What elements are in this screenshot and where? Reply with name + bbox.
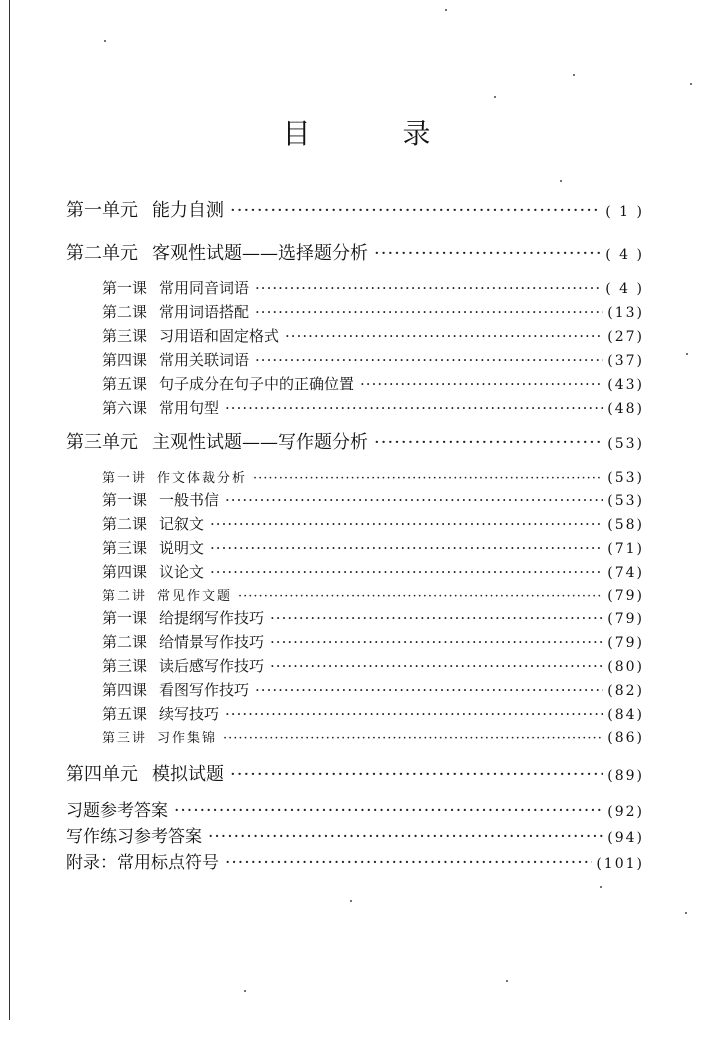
toc-entry-number: 第二课 [102, 633, 148, 651]
toc-entry[interactable] [102, 655, 644, 676]
toc-entry-number: 第一课 [102, 279, 148, 297]
dot-leader [270, 633, 603, 651]
toc-entry[interactable] [66, 796, 644, 821]
dot-leader [255, 279, 601, 297]
toc-entry-number: 第一课 [102, 491, 148, 509]
toc-entry-page: (82) [607, 683, 644, 699]
toc-entry-title: 看图写作技巧 [159, 681, 250, 699]
toc-entry-number: 第四课 [102, 681, 148, 699]
toc-entry-number: 第一课 [102, 609, 148, 627]
toc-entry-title: 习用语和固定格式 [159, 327, 280, 345]
toc-entry[interactable] [66, 822, 644, 847]
dot-leader [225, 705, 603, 723]
toc-entry-number: 第二讲 [102, 589, 148, 604]
toc-entry[interactable] [66, 239, 644, 265]
toc-entry-title: 写作练习参考答案 [66, 827, 202, 847]
toc-entry-page: (48) [607, 401, 644, 417]
toc-entry-number: 第四单元 [66, 764, 138, 785]
dot-leader [255, 303, 603, 321]
toc-entry-page: (43) [607, 377, 644, 393]
toc-entry[interactable] [102, 607, 644, 628]
toc-entry[interactable] [102, 489, 644, 510]
scan-speck [104, 40, 106, 42]
dot-leader [255, 351, 603, 369]
toc-entry-title: 续写技巧 [159, 705, 220, 723]
toc-entry-title: 习作集锦 [157, 731, 218, 746]
dot-leader [253, 471, 603, 486]
toc-entry-page: (94) [607, 830, 644, 846]
toc-entry[interactable] [102, 301, 644, 322]
toc-entry-page: ( 4 ) [605, 281, 644, 297]
toc-entry-title: 议论文 [159, 563, 205, 581]
dot-leader [360, 375, 603, 393]
scan-speck [445, 9, 447, 11]
dot-leader [225, 853, 592, 873]
binding-line [9, 0, 10, 1020]
toc-entry-title: 句子成分在句子中的正确位置 [159, 375, 355, 393]
toc-entry-page: (53) [607, 470, 644, 486]
scan-speck [494, 96, 496, 98]
toc-entry-page: (53) [607, 436, 644, 452]
toc-entry-number: 第二课 [102, 303, 148, 321]
toc-entry-page: (80) [607, 659, 644, 675]
scan-speck [350, 900, 352, 902]
dot-leader [238, 589, 603, 604]
toc-entry-page: (79) [607, 588, 644, 604]
toc-entry[interactable] [102, 703, 644, 724]
toc-entry-number: 第四课 [102, 563, 148, 581]
toc-entry[interactable] [66, 428, 644, 454]
dot-leader [225, 399, 603, 417]
toc-entry-page: ( 1 ) [605, 204, 644, 220]
toc-entry-title: 客观性试题——选择题分析 [152, 243, 368, 264]
toc-entry-title: 读后感写作技巧 [159, 657, 265, 675]
toc-entry[interactable] [102, 727, 644, 746]
toc-entry-number: 第五课 [102, 375, 148, 393]
toc-entry-page: (71) [607, 541, 644, 557]
toc-entry-page: (58) [607, 517, 644, 533]
toc-entry-page: (86) [607, 730, 644, 746]
toc-entry[interactable] [102, 467, 644, 486]
toc-entry-page: (79) [607, 635, 644, 651]
dot-leader [225, 491, 603, 509]
toc-entry-page: (37) [607, 353, 644, 369]
toc-entry-title: 能力自测 [152, 200, 224, 221]
toc-entry-title: 常用关联词语 [159, 351, 250, 369]
toc-entry-page: (13) [607, 305, 644, 321]
toc-entry[interactable] [102, 277, 644, 298]
toc-entry[interactable] [66, 848, 644, 873]
toc-entry-title: 常见作文题 [157, 589, 233, 604]
toc-entry-title: 记叙文 [159, 515, 205, 533]
toc-entry-title: 作文体裁分析 [157, 471, 248, 486]
scan-speck [685, 912, 687, 914]
toc-entry-number: 第二单元 [66, 243, 138, 264]
toc-entry-number: 第一单元 [66, 200, 138, 221]
dot-leader [210, 515, 603, 533]
dot-leader [270, 609, 603, 627]
scan-speck [506, 980, 508, 982]
dot-leader [210, 563, 603, 581]
toc-entry-title: 给提纲写作技巧 [159, 609, 265, 627]
toc-entry-page: (84) [607, 707, 644, 723]
toc-entry-title: 模拟试题 [152, 764, 224, 785]
scan-speck [686, 353, 688, 355]
toc-entry[interactable] [102, 349, 644, 370]
toc-entry[interactable] [102, 373, 644, 394]
toc-entry-page: (74) [607, 565, 644, 581]
dot-leader [174, 801, 603, 821]
toc-entry-page: (89) [607, 768, 644, 784]
dot-leader [230, 764, 603, 785]
dot-leader [374, 243, 601, 264]
toc-entry[interactable] [102, 631, 644, 652]
toc-entry-title: 说明文 [159, 539, 205, 557]
toc-entry[interactable] [102, 561, 644, 582]
toc-entry-number: 第六课 [102, 399, 148, 417]
scan-speck [573, 74, 575, 76]
toc-entry-number: 第三讲 [102, 731, 148, 746]
toc-entry[interactable] [102, 537, 644, 558]
dot-leader [230, 200, 601, 221]
dot-leader [270, 657, 603, 675]
toc-entry-title: 常用句型 [159, 399, 220, 417]
dot-leader [210, 539, 603, 557]
toc-entry-page: (53) [607, 493, 644, 509]
toc-entry[interactable] [102, 513, 644, 534]
toc-entry-title: 习题参考答案 [66, 801, 168, 821]
scan-speck [560, 180, 562, 182]
toc-entry-title: 附录：常用标点符号 [66, 853, 219, 873]
toc-entry-number: 第三课 [102, 657, 148, 675]
dot-leader [208, 827, 603, 847]
toc-entry-page: (79) [607, 611, 644, 627]
dot-leader [285, 327, 603, 345]
dot-leader [255, 681, 603, 699]
toc-entry-page: (92) [607, 804, 644, 820]
toc-entry-title: 给情景写作技巧 [159, 633, 265, 651]
toc-entry[interactable] [102, 325, 644, 346]
toc-entry-number: 第一讲 [102, 471, 148, 486]
toc-entry[interactable] [102, 397, 644, 418]
scan-speck [600, 886, 602, 888]
dot-leader [374, 432, 603, 453]
scan-speck [690, 83, 692, 85]
scan-speck [244, 990, 246, 992]
toc-entry-title: 常用同音词语 [159, 279, 250, 297]
toc-entry-number: 第三课 [102, 539, 148, 557]
dot-leader [223, 731, 603, 746]
toc-entry-number: 第三课 [102, 327, 148, 345]
page-title: 目 录 [282, 117, 463, 150]
toc-entry-number: 第三单元 [66, 432, 138, 453]
toc-entry-number: 第四课 [102, 351, 148, 369]
toc-entry-title: 常用词语搭配 [159, 303, 250, 321]
toc-entry-title: 主观性试题——写作题分析 [152, 432, 368, 453]
toc-entry[interactable] [102, 679, 644, 700]
toc-entry-number: 第二课 [102, 515, 148, 533]
toc-entry-page: (27) [607, 329, 644, 345]
toc-entry[interactable] [66, 760, 644, 786]
toc-entry-page: ( 4 ) [605, 247, 644, 263]
toc-entry[interactable] [102, 585, 644, 604]
toc-entry-number: 第五课 [102, 705, 148, 723]
toc-entry[interactable] [66, 196, 644, 222]
toc-entry-title: 一般书信 [159, 491, 220, 509]
toc-entry-page: (101) [596, 856, 644, 872]
